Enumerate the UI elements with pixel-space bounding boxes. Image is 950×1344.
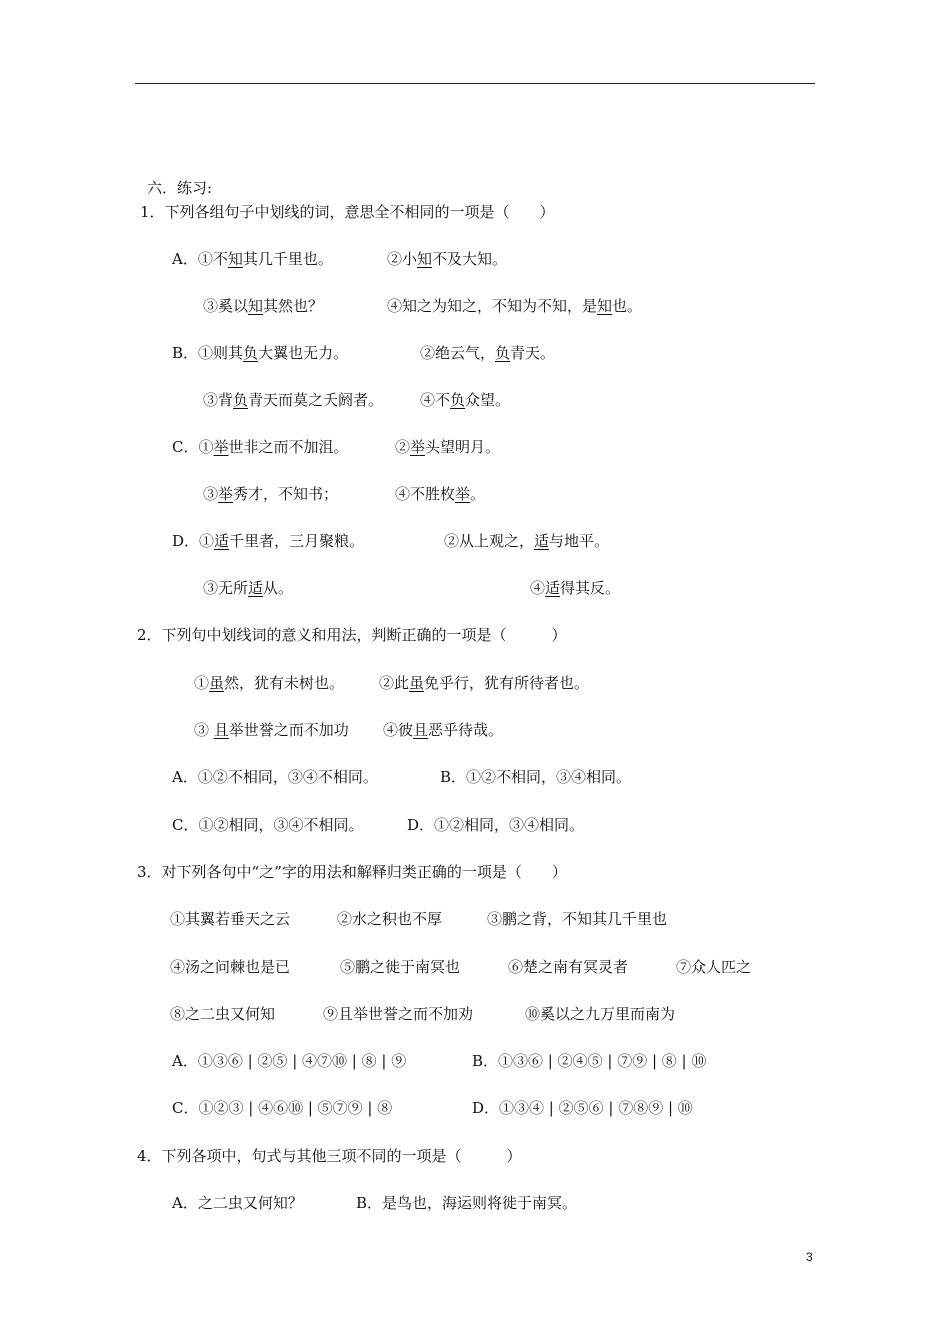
underlined-word: 知 xyxy=(417,250,433,268)
q3-item-10: ⑩奚以之九万里而南为 xyxy=(525,1005,676,1023)
underlined-word: 虽 xyxy=(409,674,425,692)
q1-option-c-s4: ④不胜枚举。 xyxy=(395,485,486,503)
q1-option-d-s4: ④适得其反。 xyxy=(530,579,621,597)
q3-option-c: C．①②③ | ④⑥⑩ | ⑤⑦⑨ | ⑧ xyxy=(172,1099,393,1117)
underlined-word: 知 xyxy=(227,250,243,268)
q1-option-b-line1: B．①则其负大翼也无力。 xyxy=(172,344,349,362)
underlined-word: 知 xyxy=(248,297,264,315)
underlined-word: 举 xyxy=(218,485,234,503)
q1-option-b-s3: ③背负青天而莫之夭阏者。 xyxy=(203,391,384,409)
section-title: 六．练习: xyxy=(147,179,213,197)
page-number: 3 xyxy=(806,1250,813,1264)
underlined-word: 适 xyxy=(534,532,550,550)
q1-option-a-s2: ②小知不及大知。 xyxy=(387,250,508,268)
underlined-word: 举 xyxy=(410,438,426,456)
q4-option-b: B．是鸟也，海运则将徙于南冥。 xyxy=(356,1194,578,1212)
q3-option-d: D．①③④ | ②⑤⑥ | ⑦⑧⑨ | ⑩ xyxy=(472,1099,693,1117)
header-rule xyxy=(135,83,815,84)
q2-sentence-4: ④彼且恶乎待哉。 xyxy=(383,721,504,739)
q1-option-d-line1: D．①适千里者，三月聚粮。 xyxy=(172,532,365,550)
q3-item-7: ⑦众人匹之 xyxy=(676,958,752,976)
q3-item-4: ④汤之问棘也是已 xyxy=(170,958,291,976)
q1-option-b-s2: ②绝云气，负青天。 xyxy=(420,344,556,362)
underlined-word: 负 xyxy=(450,391,466,409)
q3-item-9: ⑨且举世誉之而不加劝 xyxy=(323,1005,474,1023)
underlined-word: 举 xyxy=(455,485,471,503)
q2-sentence-3: ③ 且举世誉之而不加功 xyxy=(194,721,349,739)
underlined-word: 举 xyxy=(213,438,229,456)
q1-option-c-s2: ②举头望明月。 xyxy=(395,438,501,456)
q3-item-1: ①其翼若垂天之云 xyxy=(170,910,291,928)
underlined-word: 虽 xyxy=(209,674,225,692)
q3-item-3: ③鹏之背，不知其几千里也 xyxy=(487,910,668,928)
q4-stem: 4．下列各项中，句式与其他三项不同的一项是（ ） xyxy=(137,1147,522,1165)
underlined-word: 负 xyxy=(495,344,511,362)
q1-option-a-s3: ③奚以知其然也？ xyxy=(203,297,324,315)
q1-option-c-line1: C．①举世非之而不加沮。 xyxy=(172,438,349,456)
q3-item-8: ⑧之二虫又何知 xyxy=(170,1005,276,1023)
q2-option-d: D．①②相同，③④相同。 xyxy=(407,816,585,834)
q2-option-a: A．①②不相同，③④不相同。 xyxy=(172,768,378,786)
underlined-word: 且 xyxy=(213,721,229,739)
q3-item-2: ②水之积也不厚 xyxy=(337,910,443,928)
q1-option-b-s4: ④不负众望。 xyxy=(420,391,511,409)
q1-stem: 1．下列各组句子中划线的词，意思全不相同的一项是（ ） xyxy=(140,203,555,221)
underlined-word: 负 xyxy=(233,391,249,409)
q3-item-6: ⑥楚之南有冥灵者 xyxy=(508,958,629,976)
underlined-word: 负 xyxy=(243,344,259,362)
q1-option-a-line1: A．①不知其几千里也。 xyxy=(172,250,333,268)
q3-option-a: A．①③⑥ | ②⑤ | ④⑦⑩ | ⑧ | ⑨ xyxy=(172,1052,407,1070)
q2-sentence-1: ①虽然，犹有未树也。 xyxy=(194,674,345,692)
underlined-word: 且 xyxy=(413,721,429,739)
q3-option-b: B．①③⑥ | ②④⑤ | ⑦⑨ | ⑧ | ⑩ xyxy=(472,1052,707,1070)
q2-sentence-2: ②此虽免乎行，犹有所待者也。 xyxy=(379,674,590,692)
underlined-word: 知 xyxy=(597,297,613,315)
q2-stem: 2．下列句中划线词的意义和用法，判断正确的一项是（ ） xyxy=(137,626,567,644)
underlined-word: 适 xyxy=(248,579,264,597)
q4-option-a: A．之二虫又何知？ xyxy=(172,1194,303,1212)
q3-stem: 3．对下列各句中“之”字的用法和解释归类正确的一项是（ ） xyxy=(137,863,567,881)
underlined-word: 适 xyxy=(214,532,230,550)
q1-option-d-s3: ③无所适从。 xyxy=(203,579,294,597)
underlined-word: 适 xyxy=(545,579,561,597)
q1-option-a-s4: ④知之为知之，不知为不知，是知也。 xyxy=(387,297,643,315)
q2-option-c: C．①②相同，③④不相同。 xyxy=(172,816,364,834)
q1-option-c-s3: ③举秀才，不知书； xyxy=(203,485,339,503)
q1-option-d-s2: ②从上观之，适与地平。 xyxy=(444,532,610,550)
q3-item-5: ⑤鹏之徙于南冥也 xyxy=(340,958,461,976)
q2-option-b: B．①②不相同，③④相同。 xyxy=(440,768,632,786)
